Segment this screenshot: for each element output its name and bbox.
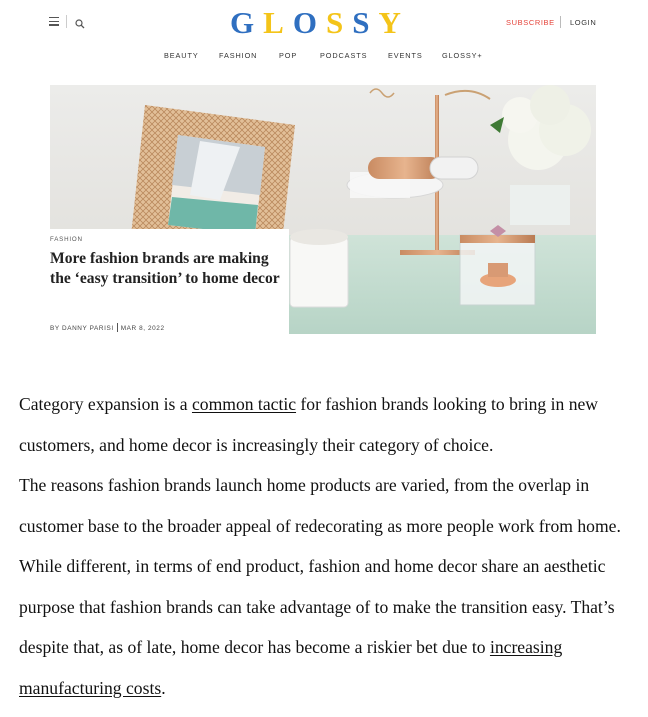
author-link[interactable]: DANNY PARISI — [62, 325, 114, 332]
logo-letter: S — [325, 5, 353, 40]
nav-item-glossy-plus[interactable]: GLOSSY+ — [442, 51, 483, 60]
logo-letter: S — [352, 5, 379, 40]
login-link[interactable]: LOGIN — [570, 18, 597, 27]
article-paragraph — [19, 465, 639, 708]
manufacturing-costs-link[interactable]: increasing manufacturing costs — [19, 637, 563, 698]
header-divider — [66, 15, 67, 28]
publish-date: MAR 8, 2022 — [120, 325, 165, 332]
byline-prefix: BY — [50, 325, 60, 332]
header-divider — [560, 16, 561, 28]
hamburger-menu-icon[interactable] — [49, 17, 59, 26]
paragraph-text: The reasons fashion brands launch home products are varied, from the overlap in customer base to the broader appeal of redecorating as more people work from home. While different, in terms of end product, fashion and home decor share an aesthetic purpose that fashion brands can take advantage of to make the transition easy. That’s despite that, as of late, home decor has become a riskier bet due to — [19, 475, 621, 657]
article-body — [19, 384, 639, 708]
glossy-logo[interactable] — [230, 5, 418, 39]
search-icon[interactable] — [75, 16, 85, 26]
nav-item-beauty[interactable]: BEAUTY — [164, 51, 199, 60]
paragraph-text: for fashion brands looking to bring in new customers, and home decor is increasingly their category of choice. — [19, 394, 599, 455]
logo-letter: L — [263, 5, 293, 40]
byline-divider — [117, 323, 118, 332]
nav-item-podcasts[interactable]: PODCASTS — [320, 51, 368, 60]
article-card — [50, 229, 289, 334]
logo-letter: O — [292, 5, 326, 40]
subscribe-link[interactable]: SUBSCRIBE — [506, 18, 555, 27]
nav-item-fashion[interactable]: FASHION — [219, 51, 258, 60]
logo-letter: Y — [378, 5, 410, 40]
article-title[interactable]: More fashion brands are making the ‘easy transition’ to home decor — [50, 250, 280, 287]
nav-item-events[interactable]: EVENTS — [388, 51, 423, 60]
category-link[interactable]: FASHION — [50, 236, 83, 243]
main-nav — [0, 51, 648, 65]
common-tactic-link[interactable]: common tactic — [191, 394, 297, 414]
paragraph-text: . — [161, 677, 166, 698]
site-header — [0, 0, 648, 45]
nav-item-pop[interactable]: POP — [279, 51, 298, 60]
logo-letter: G — [230, 5, 264, 40]
article-byline — [50, 323, 165, 332]
paragraph-text: Category expansion is a — [19, 394, 192, 414]
article-paragraph — [19, 384, 639, 465]
